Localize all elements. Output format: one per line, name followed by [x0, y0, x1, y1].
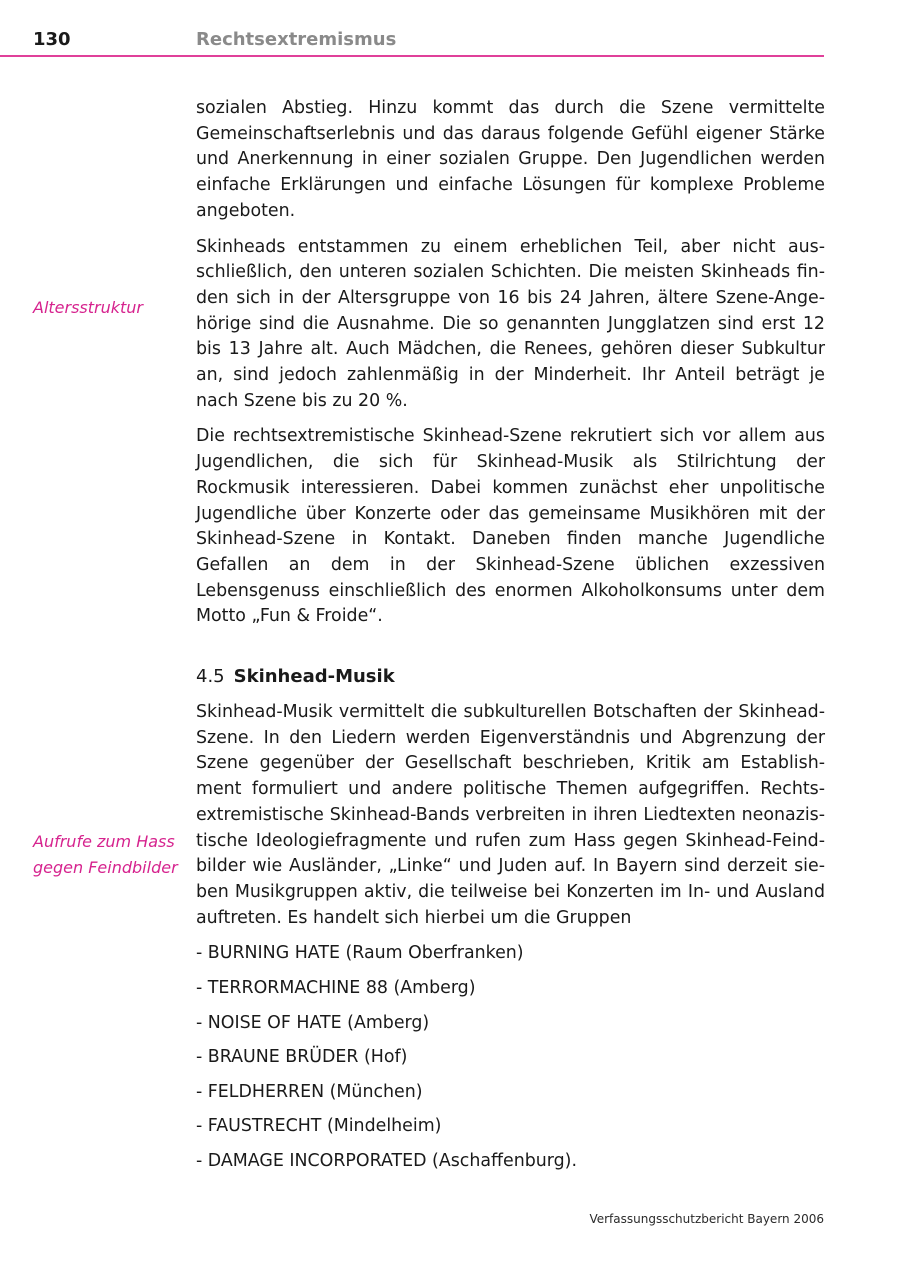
- margin-note-altersstruktur: [33, 295, 193, 321]
- paragraph-rekrutierung: Die rechtsextremistische Skinhead-Szene rekrutiert sich vor allem aus Jugendlichen, die sich für Skinhead-Musik als Stilrichtung der Rockmusik interessieren. Dabei kommen zunächst eher unpolitische Jugendliche über Konzerte oder das gemeinsame Musikhören mit der Skinhead-Szene in Kontakt. Daneben finden manche Jugendliche Gefallen an dem in der Skinhead-Szene üblichen exzessiven Lebensgenuss einschließlich des enormen Alkoholkonsums unter dem Motto „Fun & Froide“.: [196, 426, 825, 627]
- list-item: - BURNING HATE (Raum Oberfranken): [196, 943, 524, 964]
- list-item: - DAMAGE INCORPORATED (Aschaffenburg).: [196, 1150, 577, 1171]
- main-text-column: [196, 96, 825, 1184]
- section-number: 4.5: [196, 666, 225, 688]
- header-rule: [0, 55, 824, 57]
- running-title: Rechtsextremismus: [196, 29, 397, 50]
- paragraph-skinhead-musik: Skinhead-Musik vermittelt die subkulturellen Botschaften der Skinhead-Szene. In den Liedern werden Eigenverständnis und Abgrenzung der Szene gegenüber der Gesellschaft beschrieben, Kritik am Establishment formuliert und andere politische Themen aufgegriffen. Rechtsextremistische Skinhead-Bands verbreiten in ihren Liedtexten neonazistische Ideologiefragmente und rufen zum Hass gegen Skinhead-Feindbilder wie Ausländer, „Linke“ und Juden auf. In Bayern sind derzeit sieben Musikgruppen aktiv, die teilweise bei Konzerten im In- und Ausland auftreten. Es handelt sich hierbei um die Gruppen: [196, 702, 825, 928]
- margin-note-text: Altersstruktur: [33, 298, 144, 317]
- page-number: 130: [33, 29, 71, 50]
- section-title: Skinhead-Musik: [233, 666, 395, 688]
- page-footer: Verfassungsschutzbericht Bayern 2006: [589, 1212, 824, 1226]
- list-item: - FAUSTRECHT (Mindelheim): [196, 1116, 442, 1137]
- margin-note-aufrufe: [33, 829, 193, 880]
- section-heading: [196, 664, 825, 690]
- margin-note-line: gegen Feindbilder: [33, 857, 178, 877]
- list-item: - BRAUNE BRÜDER (Hof): [196, 1047, 408, 1068]
- list-item: - FELDHERREN (München): [196, 1081, 423, 1102]
- band-list: [196, 941, 825, 1183]
- list-item: - NOISE OF HATE (Amberg): [196, 1012, 430, 1033]
- paragraph-altersstruktur: Skinheads entstammen zu einem erheblichen Teil, aber nicht ausschließlich, den unteren sozialen Schichten. Die meisten Skinheads finden sich in der Altersgruppe von 16 bis 24 Jahren, ältere Szene-Angehörige sind die Ausnahme. Die so genannten Jungglatzen sind erst 12 bis 13 Jahre alt. Auch Mädchen, die Renees, gehören dieser Subkultur an, sind jedoch zahlenmäßig in der Minderheit. Ihr Anteil beträgt je nach Szene bis zu 20 %.: [196, 236, 825, 411]
- list-item: - TERRORMACHINE 88 (Amberg): [196, 977, 476, 998]
- margin-note-line: Aufrufe zum Hass: [33, 832, 175, 851]
- paragraph-sozialer-abstieg: sozialen Abstieg. Hinzu kommt das durch die Szene vermittelte Gemeinschaftserlebnis und das daraus folgende Gefühl eigener Stärke und Anerkennung in einer sozialen Gruppe. Den Jugendlichen werden einfache Erklärungen und einfache Lösungen für komplexe Probleme angeboten.: [196, 98, 825, 221]
